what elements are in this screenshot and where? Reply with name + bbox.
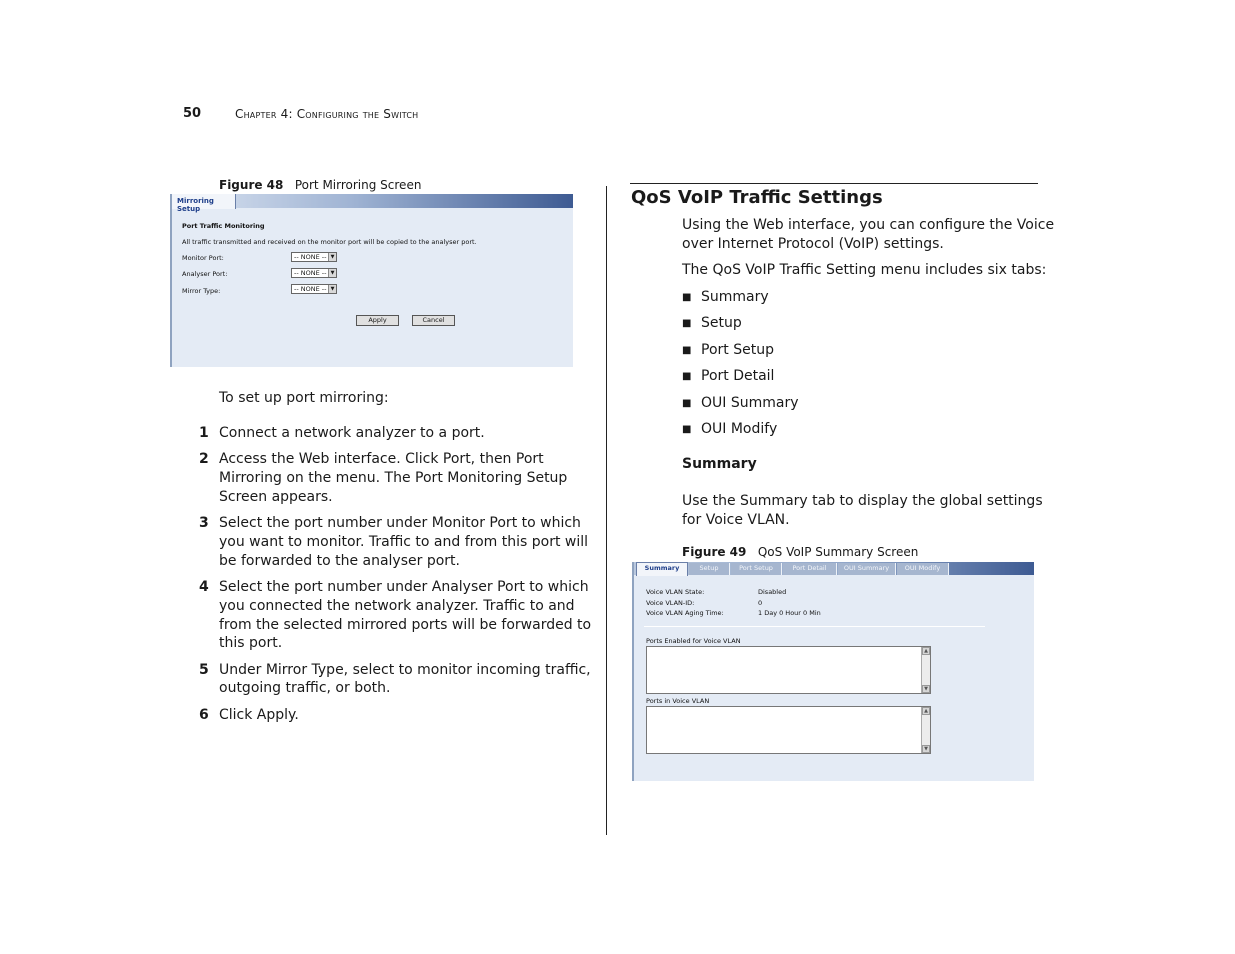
ports-in-list[interactable] xyxy=(646,706,931,754)
summary-line: for Voice VLAN. xyxy=(682,512,790,528)
step-line: this port. xyxy=(219,635,283,651)
bullet-icon: ■ xyxy=(682,398,692,409)
step-line: Connect a network analyzer to a port. xyxy=(219,425,485,441)
cancel-button[interactable]: Cancel xyxy=(412,315,455,326)
bullet-icon: ■ xyxy=(682,371,692,382)
voice-vlan-id-value: 0 xyxy=(758,599,763,607)
step-line: outgoing traffic, or both. xyxy=(219,680,391,696)
mirror-type-select[interactable] xyxy=(291,284,337,294)
figure-48-caption xyxy=(219,178,421,192)
step-line: be forwarded to the analyser port. xyxy=(219,553,460,569)
step-line: Access the Web interface. Click Port, then Port xyxy=(219,451,544,467)
list-item: Port Setup xyxy=(701,342,774,358)
figure-49-title: QoS VoIP Summary Screen xyxy=(757,545,919,559)
step-line: Under Mirror Type, select to monitor incoming traffic, xyxy=(219,662,591,678)
chevron-down-icon: ▼ xyxy=(328,285,336,293)
bullet-icon: ■ xyxy=(682,292,692,303)
tab-oui-summary[interactable]: OUI Summary xyxy=(838,563,896,575)
step-number: 3 xyxy=(199,515,209,531)
chevron-down-icon: ▼ xyxy=(328,269,336,277)
list-item: Summary xyxy=(701,289,769,305)
summary-line: Use the Summary tab to display the global settings xyxy=(682,493,1043,509)
voice-vlan-aging-label: Voice VLAN Aging Time: xyxy=(646,609,724,617)
monitor-port-label: Monitor Port: xyxy=(182,254,224,262)
scrollbar[interactable] xyxy=(921,707,930,753)
ports-enabled-label: Ports Enabled for Voice VLAN xyxy=(646,637,741,645)
bullet-icon: ■ xyxy=(682,345,692,356)
apply-button[interactable]: Apply xyxy=(356,315,399,326)
monitor-port-select[interactable] xyxy=(291,252,337,262)
step-line: Select the port number under Monitor Port to which xyxy=(219,515,581,531)
tab-port-detail[interactable]: Port Detail xyxy=(783,563,837,575)
chapter-title: Chapter 4: Configuring the Switch xyxy=(235,107,419,121)
voice-vlan-state-label: Voice VLAN State: xyxy=(646,588,705,596)
step-line: Screen appears. xyxy=(219,489,333,505)
figure-48-title: Port Mirroring Screen xyxy=(294,178,422,192)
step-line: Click Apply. xyxy=(219,707,299,723)
port-mirroring-screen xyxy=(170,194,573,367)
figure-48-label: Figure 48 xyxy=(219,178,284,192)
ports-in-label: Ports in Voice VLAN xyxy=(646,697,710,705)
list-item: Setup xyxy=(701,315,742,331)
step-number: 1 xyxy=(199,425,209,441)
tab-port-setup[interactable]: Port Setup xyxy=(731,563,782,575)
mirror-type-label: Mirror Type: xyxy=(182,287,221,295)
step-line: you connected the network analyzer. Traffic to and xyxy=(219,598,575,614)
step-line: Mirroring on the menu. The Port Monitoring Setup xyxy=(219,470,568,486)
list-item: OUI Summary xyxy=(701,395,799,411)
scroll-down-icon[interactable]: ▼ xyxy=(922,745,930,753)
step-number: 2 xyxy=(199,451,209,467)
step-line: from the selected mirrored ports will be forwarded to xyxy=(219,617,592,633)
scroll-down-icon[interactable]: ▼ xyxy=(922,685,930,693)
mirror-type-value: -- NONE -- xyxy=(294,285,327,293)
chevron-down-icon: ▼ xyxy=(328,253,336,261)
analyser-port-value: -- NONE -- xyxy=(294,269,327,277)
voice-vlan-id-label: Voice VLAN-ID: xyxy=(646,599,695,607)
page-number: 50 xyxy=(183,106,202,121)
analyser-port-select[interactable] xyxy=(291,268,337,278)
step-line: Select the port number under Analyser Port to which xyxy=(219,579,589,595)
step-number: 6 xyxy=(199,707,209,723)
qos-voip-summary-screen xyxy=(632,562,1034,781)
intro-text: To set up port mirroring: xyxy=(219,390,389,406)
figure-49-label: Figure 49 xyxy=(682,545,747,559)
step-number: 5 xyxy=(199,662,209,678)
tab-summary[interactable]: Summary xyxy=(636,562,688,576)
scrollbar[interactable] xyxy=(921,647,930,693)
intro-line: Using the Web interface, you can configure the Voice xyxy=(682,217,1055,233)
bullet-icon: ■ xyxy=(682,318,692,329)
heading-rule xyxy=(630,183,1038,184)
scroll-up-icon[interactable]: ▲ xyxy=(922,647,930,655)
voice-vlan-state-value: Disabled xyxy=(758,588,787,596)
tabs-intro: The QoS VoIP Traffic Setting menu includes six tabs: xyxy=(682,262,1047,278)
ports-enabled-list[interactable] xyxy=(646,646,931,694)
separator xyxy=(644,626,985,627)
intro-line: over Internet Protocol (VoIP) settings. xyxy=(682,236,944,252)
list-item: OUI Modify xyxy=(701,421,778,437)
section-heading: QoS VoIP Traffic Settings xyxy=(631,187,883,208)
scroll-up-icon[interactable]: ▲ xyxy=(922,707,930,715)
step-line: you want to monitor. Traffic to and from this port will xyxy=(219,534,589,550)
section-title: Port Traffic Monitoring xyxy=(182,222,265,230)
summary-subheading: Summary xyxy=(682,456,757,472)
monitor-port-value: -- NONE -- xyxy=(294,253,327,261)
figure-49-caption xyxy=(682,545,918,559)
column-divider xyxy=(606,186,607,835)
analyser-port-label: Analyser Port: xyxy=(182,270,228,278)
bullet-icon: ■ xyxy=(682,424,692,435)
list-item: Port Detail xyxy=(701,368,775,384)
step-number: 4 xyxy=(199,579,209,595)
tab-oui-modify[interactable]: OUI Modify xyxy=(897,563,949,575)
section-description: All traffic transmitted and received on the monitor port will be copied to the analyser port. xyxy=(182,238,477,246)
tab-mirroring-setup[interactable]: Mirroring Setup xyxy=(172,194,236,209)
voice-vlan-aging-value: 1 Day 0 Hour 0 Min xyxy=(758,609,821,617)
tab-setup[interactable]: Setup xyxy=(689,563,730,575)
